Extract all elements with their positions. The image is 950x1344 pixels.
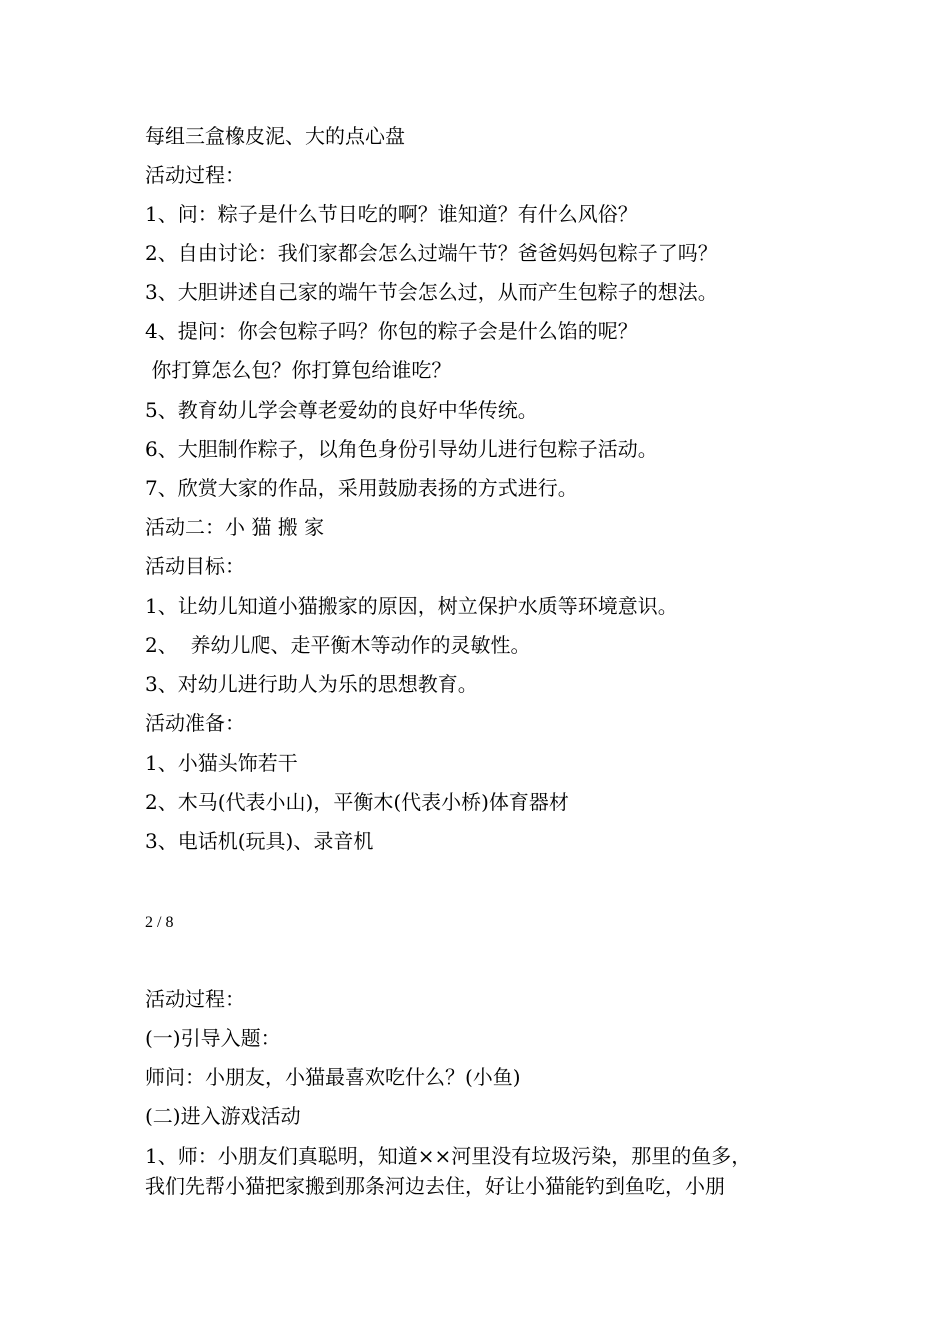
text-line-step-1: 1、问：粽子是什么节日吃的啊？谁知道？有什么风俗？ (145, 202, 638, 226)
text-line-game-step-1-cont: 我们先帮小猫把家搬到那条河边去住，好让小猫能钓到鱼吃，小朋 (145, 1174, 725, 1198)
text-line-process-heading-2: 活动过程： (145, 987, 245, 1011)
text-line-step-6: 6、大胆制作粽子，以角色身份引导幼儿进行包粽子活动。 (145, 437, 658, 461)
text-line-step-7: 7、欣赏大家的作品，采用鼓励表扬的方式进行。 (145, 476, 578, 500)
text-line-process-heading: 活动过程： (145, 163, 245, 187)
text-line-prep-2: 2、木马(代表小山)，平衡木(代表小桥)体育器材 (145, 790, 569, 814)
page-number: 2 / 8 (145, 914, 174, 931)
text-line-goal-2: 2、 养幼儿爬、走平衡木等动作的灵敏性。 (145, 633, 531, 657)
text-line-prep-1: 1、小猫头饰若干 (145, 751, 298, 775)
text-line-game-heading: (二)进入游戏活动 (145, 1104, 301, 1128)
text-line-materials: 每组三盒橡皮泥、大的点心盘 (145, 124, 405, 148)
text-line-prep-3: 3、电话机(玩具)、录音机 (145, 829, 374, 853)
text-line-step-2: 2、自由讨论：我们家都会怎么过端午节？爸爸妈妈包粽子了吗？ (145, 241, 718, 265)
text-line-teacher-question: 师问：小朋友，小猫最喜欢吃什么？(小鱼) (145, 1065, 521, 1089)
text-line-step-5: 5、教育幼儿学会尊老爱幼的良好中华传统。 (145, 398, 538, 422)
text-line-step-4: 4、提问：你会包粽子吗？你包的粽子会是什么馅的呢？ (145, 319, 638, 343)
text-line-intro-heading: (一)引导入题： (145, 1026, 281, 1050)
text-line-game-step-1: 1、师：小朋友们真聪明，知道××河里没有垃圾污染，那里的鱼多， (145, 1144, 752, 1168)
text-line-goal-1: 1、让幼儿知道小猫搬家的原因，树立保护水质等环境意识。 (145, 594, 678, 618)
text-line-step-3: 3、大胆讲述自己家的端午节会怎么过，从而产生包粽子的想法。 (145, 280, 718, 304)
text-line-step-4-cont: 你打算怎么包？你打算包给谁吃？ (145, 358, 452, 382)
text-line-goals-heading: 活动目标： (145, 554, 245, 578)
text-line-goal-3: 3、对幼儿进行助人为乐的思想教育。 (145, 672, 478, 696)
text-line-prep-heading: 活动准备： (145, 711, 245, 735)
text-line-activity-2-title: 活动二：小 猫 搬 家 (145, 515, 325, 539)
